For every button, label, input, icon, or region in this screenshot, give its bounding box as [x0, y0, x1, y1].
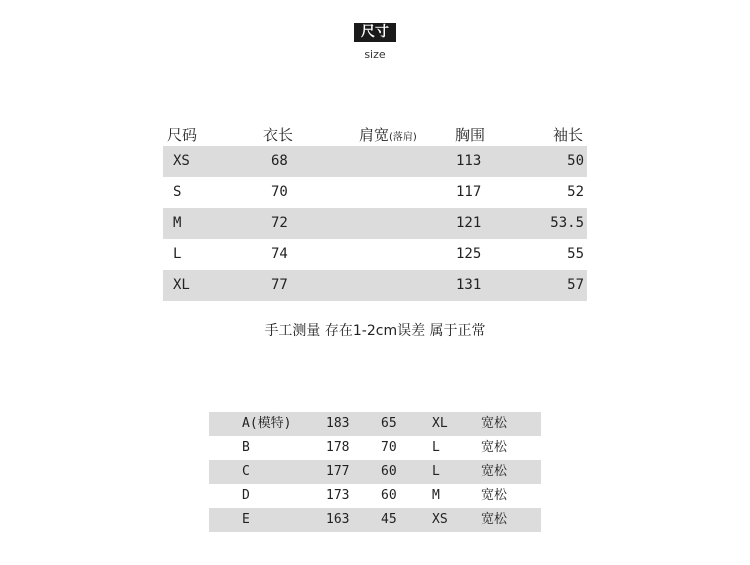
size-chart-header	[163, 122, 587, 146]
cell-length: 70	[271, 184, 288, 200]
cell-model: C	[242, 464, 250, 479]
table-row	[209, 484, 541, 508]
cell-weight: 70	[381, 440, 397, 455]
cell-sleeve: 55	[567, 246, 584, 262]
table-row	[209, 460, 541, 484]
cell-size: L	[173, 246, 182, 262]
cell-chest: 117	[456, 184, 482, 200]
cell-height: 177	[326, 464, 350, 479]
header-sleeve: 袖长	[552, 126, 583, 144]
cell-chest: 125	[456, 246, 482, 262]
cell-fit: 宽松	[481, 440, 508, 455]
cell-height: 178	[326, 440, 350, 455]
table-row	[209, 508, 541, 532]
page-title: 尺寸	[354, 23, 396, 42]
header-shoulder-label: 肩宽	[359, 126, 390, 144]
cell-fit: 宽松	[481, 416, 508, 431]
page-subtitle: size	[364, 48, 386, 61]
model-fit-table	[209, 412, 541, 532]
cell-length: 72	[271, 215, 288, 231]
cell-height: 183	[326, 416, 350, 431]
table-row	[209, 412, 541, 436]
table-row	[163, 177, 587, 208]
table-row	[163, 239, 587, 270]
measurement-note: 手工测量 存在1-2cm误差 属于正常	[264, 323, 486, 339]
cell-model: B	[242, 440, 250, 455]
cell-size: M	[173, 215, 182, 231]
cell-chest: 131	[456, 277, 482, 293]
cell-height: 163	[326, 512, 350, 527]
cell-size: XL	[173, 277, 190, 293]
cell-model: E	[242, 512, 250, 527]
size-chart-table	[163, 122, 587, 301]
cell-size: XL	[432, 416, 448, 431]
cell-chest: 121	[456, 215, 482, 231]
cell-weight: 60	[381, 464, 397, 479]
cell-size: S	[173, 184, 182, 200]
cell-fit: 宽松	[481, 464, 508, 479]
cell-size: XS	[173, 153, 190, 169]
cell-height: 173	[326, 488, 350, 503]
table-row	[209, 436, 541, 460]
cell-size: M	[432, 488, 440, 503]
cell-weight: 60	[381, 488, 397, 503]
cell-length: 74	[271, 246, 288, 262]
cell-weight: 65	[381, 416, 397, 431]
header-length: 衣长	[263, 126, 294, 144]
table-row	[163, 146, 587, 177]
cell-model: D	[242, 488, 250, 503]
cell-model: A(模特)	[242, 416, 292, 431]
header-shoulder-note: (落肩)	[389, 132, 417, 143]
cell-sleeve: 50	[567, 153, 584, 169]
cell-size: L	[432, 440, 440, 455]
cell-fit: 宽松	[481, 488, 508, 503]
header-size: 尺码	[167, 126, 198, 144]
cell-length: 68	[271, 153, 288, 169]
cell-size: L	[432, 464, 440, 479]
cell-length: 77	[271, 277, 288, 293]
table-row	[163, 208, 587, 239]
header-shoulder	[359, 124, 417, 145]
header-chest: 胸围	[455, 126, 486, 144]
cell-sleeve: 53.5	[550, 215, 584, 231]
cell-chest: 113	[456, 153, 482, 169]
table-row	[163, 270, 587, 301]
cell-sleeve: 57	[567, 277, 584, 293]
cell-size: XS	[432, 512, 448, 527]
cell-sleeve: 52	[567, 184, 584, 200]
cell-fit: 宽松	[481, 512, 508, 527]
cell-weight: 45	[381, 512, 397, 527]
